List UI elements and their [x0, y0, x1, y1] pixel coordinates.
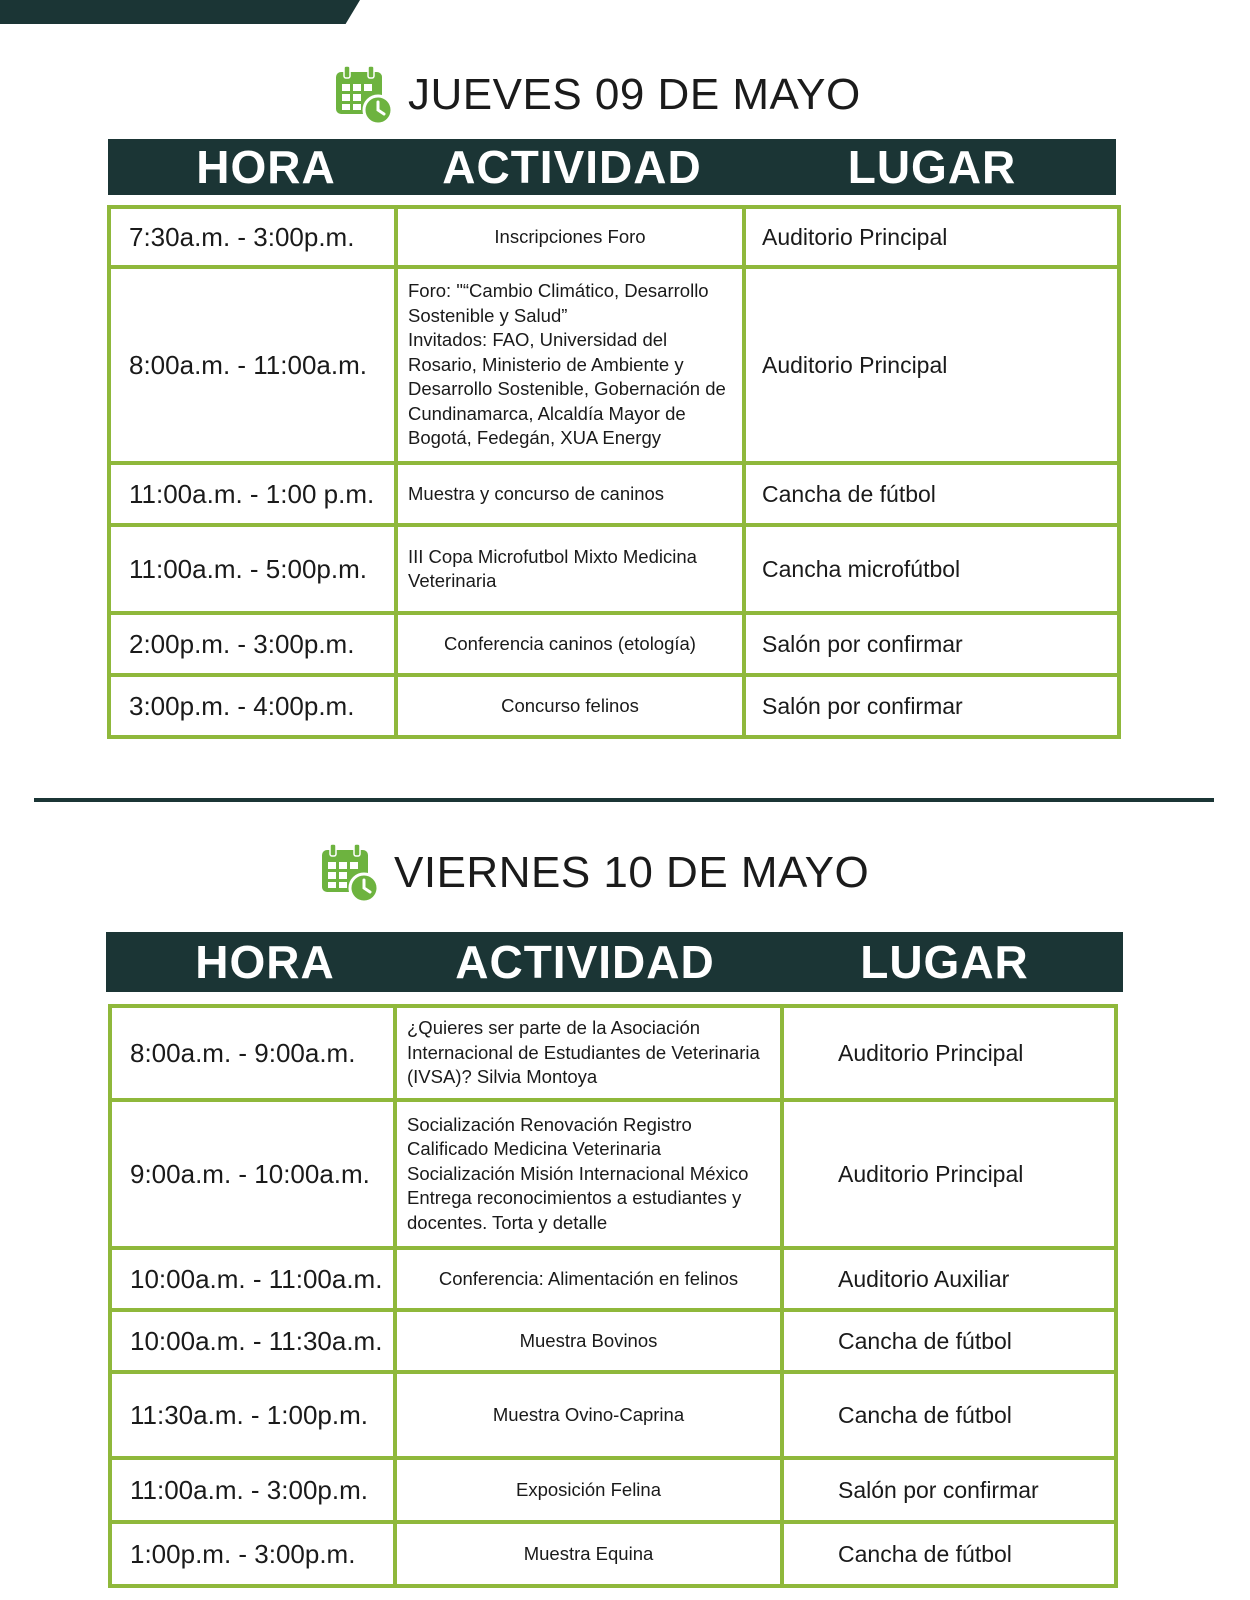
row-lugar: Auditorio Principal [744, 207, 1119, 267]
row-actividad: Foro: "“Cambio Climático, Desarrollo Sostenible y Salud” Invitados: FAO, Universidad del Rosario, Ministerio de Ambiente y Desarrollo Sostenible, Gobernación de Cundinamarca, Alcaldía Mayor de Bogotá, Fedegán, XUA Energy [408, 280, 726, 449]
row-lugar: Auditorio Principal [782, 1006, 1116, 1100]
row-actividad: III Copa Microfutbol Mixto Medicina Veterinaria [396, 525, 744, 613]
row-hora: 8:00a.m. - 11:00a.m. [109, 267, 396, 463]
calendar-clock-icon [332, 64, 394, 126]
header-hora: HORA [195, 936, 335, 988]
row-actividad: Inscripciones Foro [396, 207, 744, 267]
schedule-table-viernes [108, 1004, 1114, 1588]
table-row [110, 1248, 1116, 1310]
row-actividad: Concurso felinos [396, 675, 744, 737]
row-actividad-cell [395, 1100, 782, 1248]
row-actividad: Muestra Bovinos [395, 1310, 782, 1372]
row-hora: 9:00a.m. - 10:00a.m. [110, 1100, 395, 1248]
row-actividad: Muestra y concurso de caninos [396, 463, 744, 525]
row-hora: 2:00p.m. - 3:00p.m. [109, 613, 396, 675]
table-row [110, 1458, 1116, 1522]
table-row [109, 613, 1119, 675]
row-hora: 10:00a.m. - 11:30a.m. [110, 1310, 395, 1372]
section-divider [34, 798, 1214, 802]
header-lugar: LUGAR [847, 141, 1017, 193]
table-row [109, 207, 1119, 267]
row-hora: 11:30a.m. - 1:00p.m. [110, 1372, 395, 1458]
row-actividad: Muestra Equina [395, 1522, 782, 1586]
row-lugar: Salón por confirmar [744, 675, 1119, 737]
corner-decoration [0, 0, 360, 24]
row-lugar: Auditorio Principal [744, 267, 1119, 463]
row-lugar: Salón por confirmar [782, 1458, 1116, 1522]
schedule-table-jueves [107, 205, 1117, 739]
row-actividad: Conferencia: Alimentación en felinos [395, 1248, 782, 1310]
header-actividad: ACTIVIDAD [455, 936, 715, 988]
table-row [110, 1006, 1116, 1100]
calendar-clock-icon [318, 842, 380, 904]
table-row [109, 675, 1119, 737]
day-title-viernes [318, 842, 869, 904]
row-lugar: Cancha de fútbol [782, 1310, 1116, 1372]
table-row [110, 1100, 1116, 1248]
table-header [108, 139, 1116, 195]
table-row [109, 267, 1119, 463]
table-row [110, 1372, 1116, 1458]
row-lugar: Auditorio Auxiliar [782, 1248, 1116, 1310]
table-row [109, 525, 1119, 613]
row-hora: 11:00a.m. - 5:00p.m. [109, 525, 396, 613]
table-header [106, 932, 1123, 992]
row-hora: 8:00a.m. - 9:00a.m. [110, 1006, 395, 1100]
table-row [109, 463, 1119, 525]
day-title-text: JUEVES 09 DE MAYO [408, 70, 861, 119]
row-actividad-cell [396, 267, 744, 463]
header-actividad: ACTIVIDAD [442, 141, 702, 193]
day-title-jueves [332, 64, 861, 126]
header-hora: HORA [196, 141, 336, 193]
row-actividad: Conferencia caninos (etología) [396, 613, 744, 675]
table-row [110, 1310, 1116, 1372]
row-lugar: Cancha microfútbol [744, 525, 1119, 613]
row-actividad: ¿Quieres ser parte de la Asociación Internacional de Estudiantes de Veterinaria (IVSA)? Silvia Montoya [395, 1006, 782, 1100]
row-lugar: Cancha de fútbol [782, 1522, 1116, 1586]
row-lugar: Cancha de fútbol [782, 1372, 1116, 1458]
row-lugar: Auditorio Principal [782, 1100, 1116, 1248]
row-actividad: Exposición Felina [395, 1458, 782, 1522]
row-hora: 7:30a.m. - 3:00p.m. [109, 207, 396, 267]
row-hora: 1:00p.m. - 3:00p.m. [110, 1522, 395, 1586]
row-hora: 10:00a.m. - 11:00a.m. [110, 1248, 395, 1310]
row-lugar: Salón por confirmar [744, 613, 1119, 675]
table-row [110, 1522, 1116, 1586]
row-actividad: Muestra Ovino-Caprina [395, 1372, 782, 1458]
row-lugar: Cancha de fútbol [744, 463, 1119, 525]
header-lugar: LUGAR [860, 936, 1029, 988]
row-hora: 11:00a.m. - 1:00 p.m. [109, 463, 396, 525]
row-actividad: Socialización Renovación Registro Calificado Medicina Veterinaria Socialización Misión Internacional México Entrega reconocimientos a estudiantes y docentes. Torta y detalle [407, 1113, 749, 1233]
day-title-text: VIERNES 10 DE MAYO [394, 848, 870, 897]
row-hora: 3:00p.m. - 4:00p.m. [109, 675, 396, 737]
row-hora: 11:00a.m. - 3:00p.m. [110, 1458, 395, 1522]
